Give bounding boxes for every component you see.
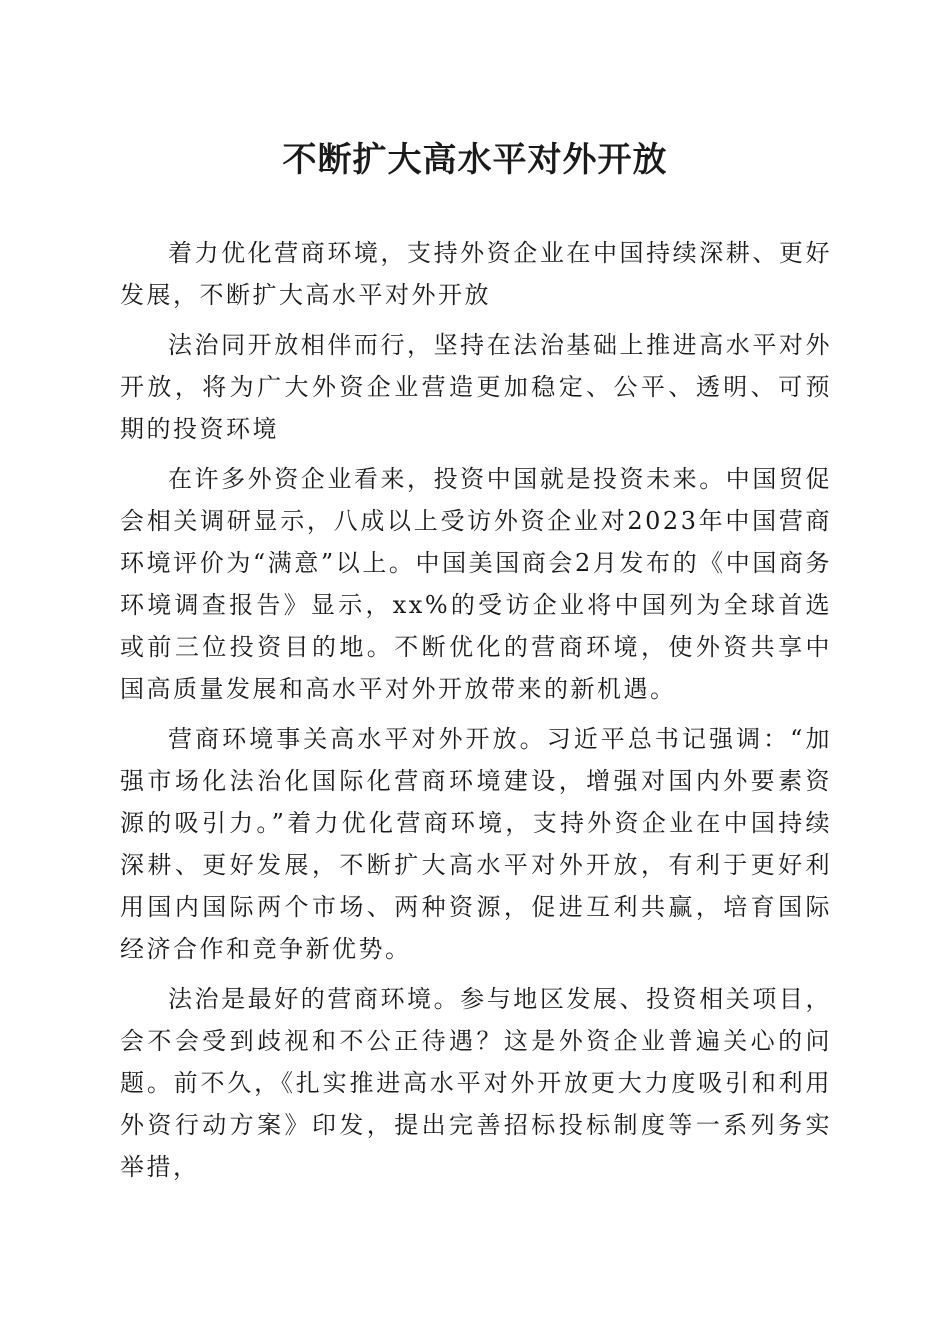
paragraph: 在许多外资企业看来，投资中国就是投资未来。中国贸促会相关调研显示，八成以上受访外资企业对2023年中国营商环境评价为“满意”以上。中国美国商会2月发布的《中国商务环境调查报告》显示，xx%的受访企业将中国列为全球首选或前三位投资目的地。不断优化的营商环境，使外资共享中国高质量发展和高水平对外开放带来的新机遇。 [120, 465, 832, 703]
document-title: 不断扩大高水平对外开放 [282, 140, 668, 180]
paragraph: 法治同开放相伴而行，坚持在法治基础上推进高水平对外开放，将为广大外资企业营造更加稳定、公平、透明、可预期的投资环境 [120, 331, 832, 443]
paragraph: 营商环境事关高水平对外开放。习近平总书记强调：“加强市场化法治化国际化营商环境建设，增强对国内外要素资源的吸引力。”着力优化营商环境，支持外资企业在中国持续深耕、更好发展，不断扩大高水平对外开放，有利于更好利用国内国际两个市场、两种资源，促进互利共赢，培育国际经济合作和竞争新优势。 [120, 725, 832, 963]
paragraph: 法治是最好的营商环境。参与地区发展、投资相关项目，会不会受到歧视和不公正待遇？这是外资企业普遍关心的问题。前不久，《扎实推进高水平对外开放更大力度吸引和利用外资行动方案》印发，提出完善招标投标制度等一系列务实举措， [120, 985, 832, 1181]
document-body [120, 232, 832, 1188]
paragraph: 着力优化营商环境，支持外资企业在中国持续深耕、更好发展，不断扩大高水平对外开放 [120, 239, 832, 309]
